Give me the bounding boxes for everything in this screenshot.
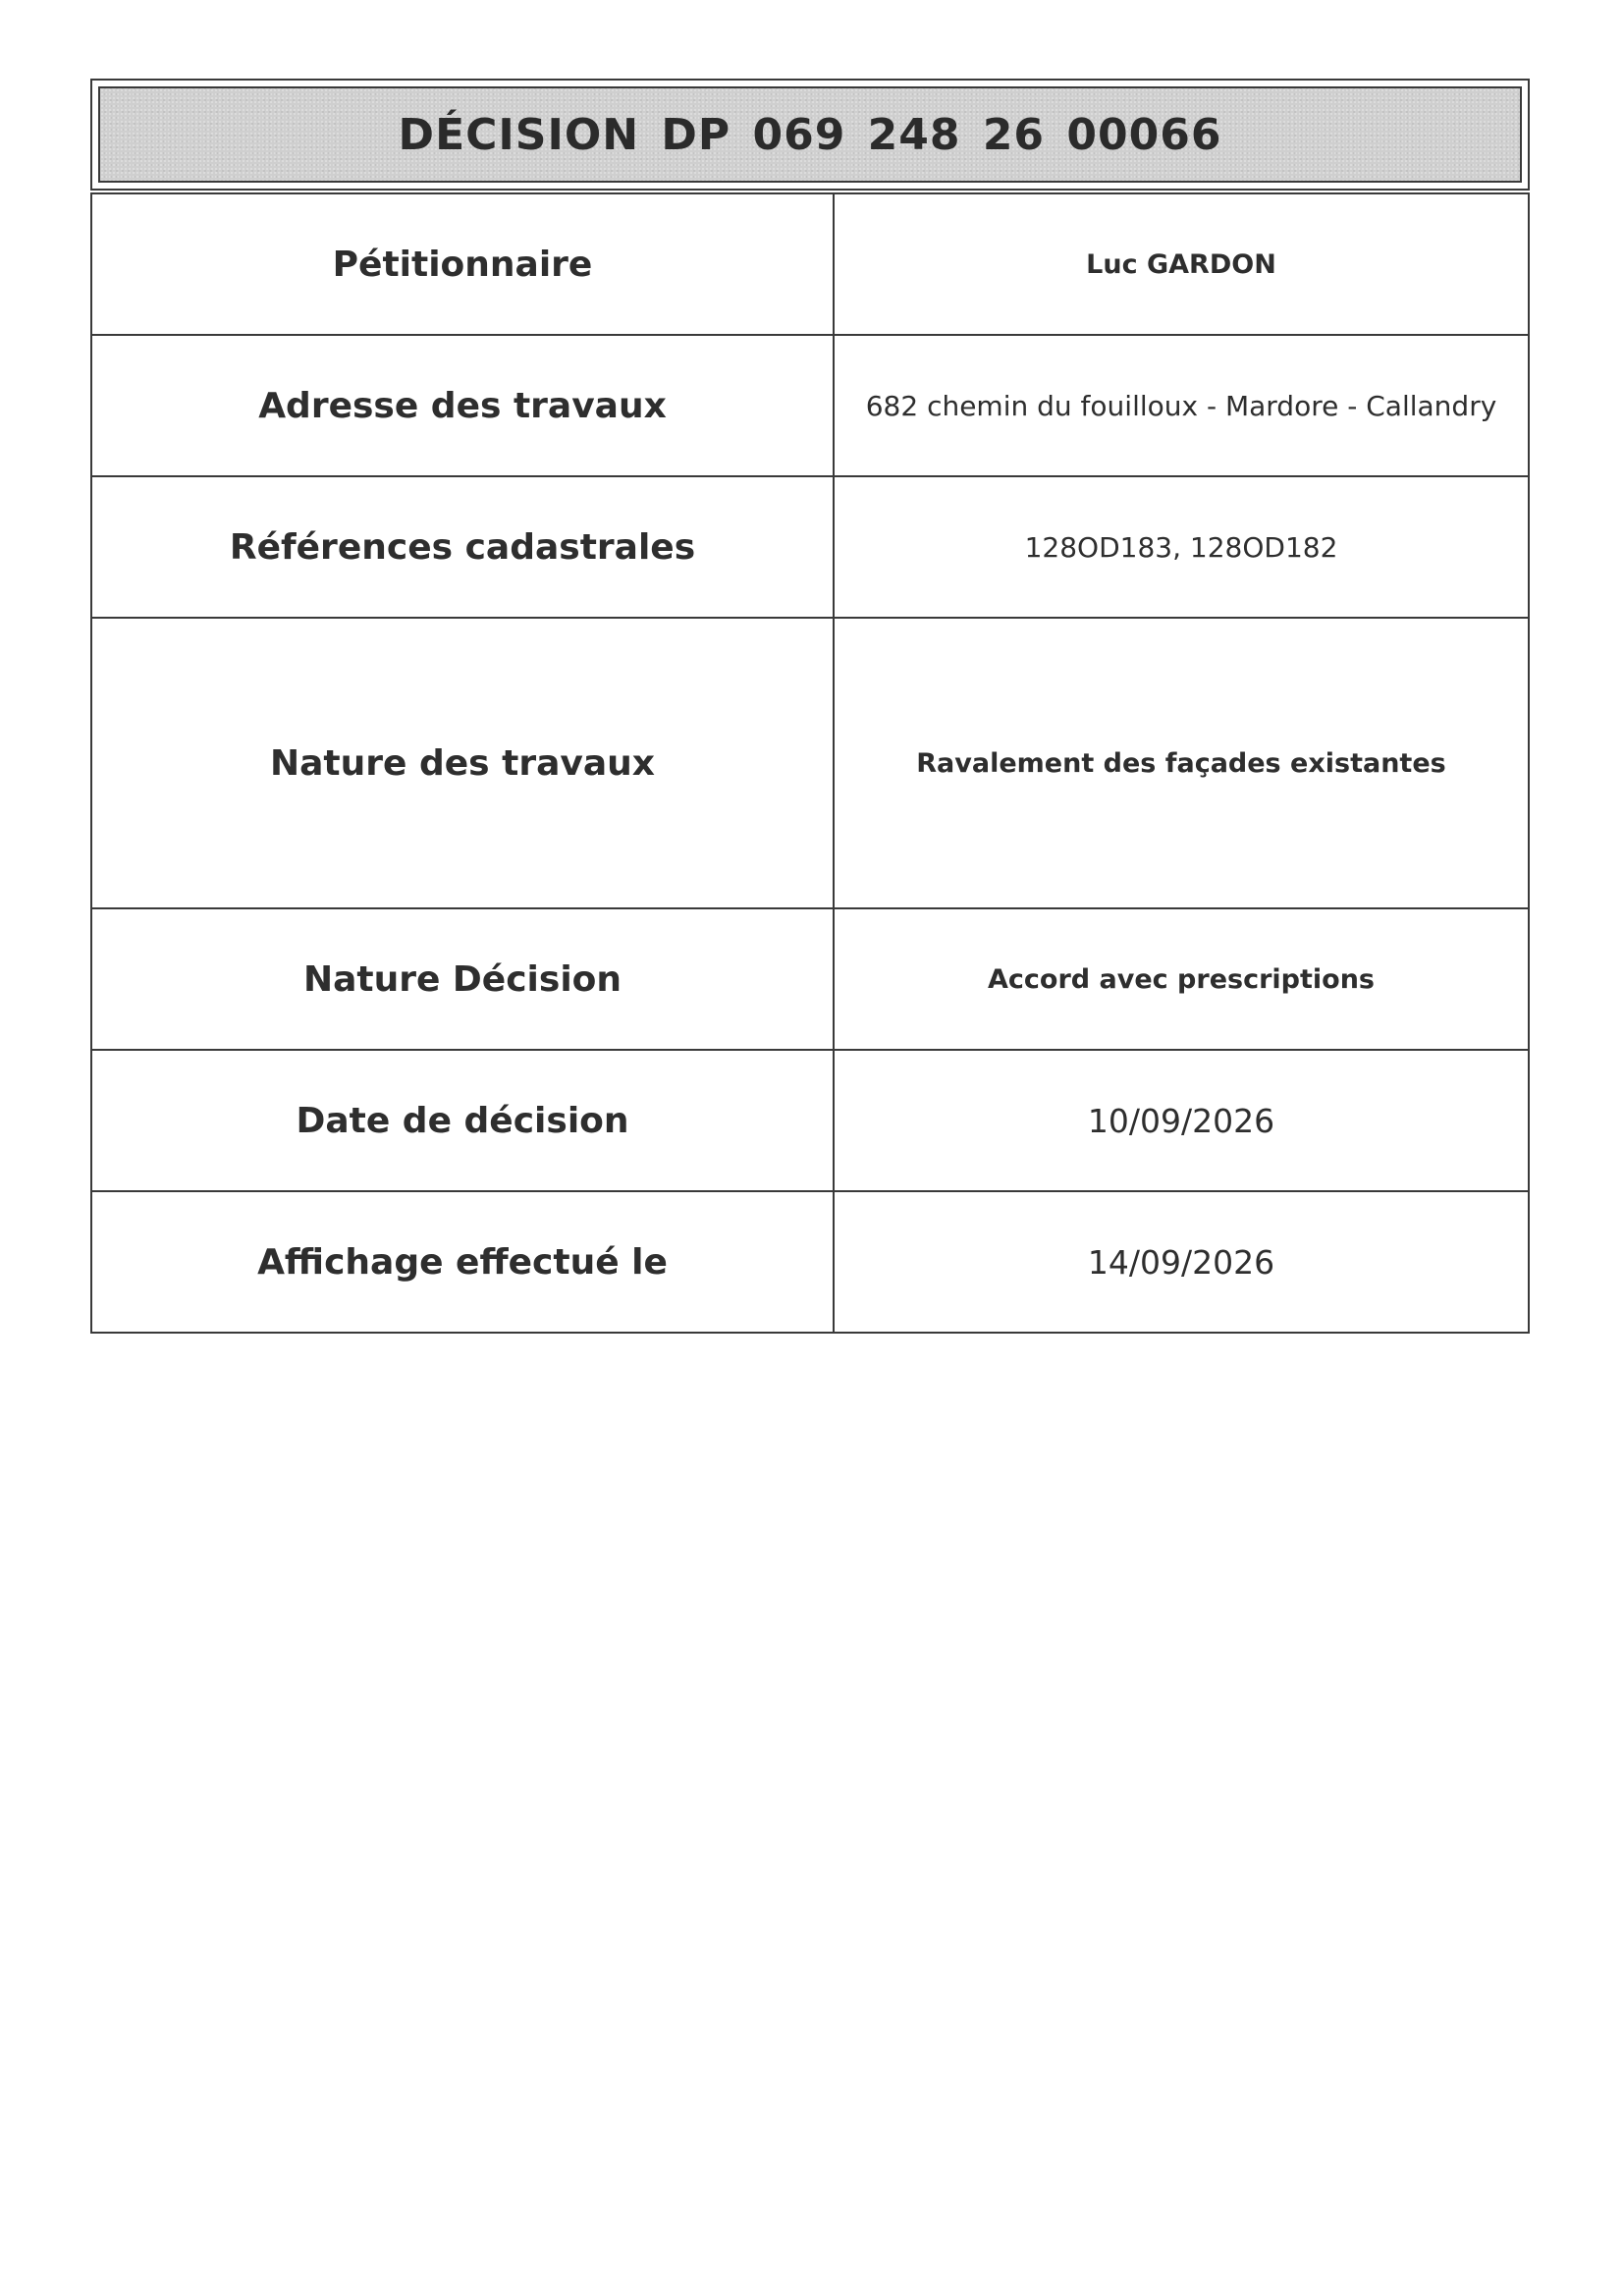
row-date-decision [91,1050,1529,1191]
decision-header-band [98,86,1522,183]
row-nature-travaux [91,618,1529,908]
value-petitionnaire: Luc GARDON [834,193,1529,335]
decision-title: DÉCISION DP 069 248 26 00066 [398,109,1222,160]
label-references-cadastrales: Références cadastrales [91,476,834,618]
label-date-decision: Date de décision [91,1050,834,1191]
value-adresse-travaux: 682 chemin du fouilloux - Mardore - Callandry [834,335,1529,476]
label-nature-travaux: Nature des travaux [91,618,834,908]
label-adresse-travaux: Adresse des travaux [91,335,834,476]
label-nature-decision: Nature Décision [91,908,834,1050]
value-affichage: 14/09/2026 [834,1191,1529,1333]
label-affichage: Affichage effectué le [91,1191,834,1333]
label-petitionnaire: Pétitionnaire [91,193,834,335]
row-affichage [91,1191,1529,1333]
decision-header [90,79,1530,191]
row-adresse-travaux [91,335,1529,476]
row-nature-decision [91,908,1529,1050]
row-petitionnaire [91,193,1529,335]
row-references-cadastrales [91,476,1529,618]
value-nature-decision: Accord avec prescriptions [834,908,1529,1050]
value-date-decision: 10/09/2026 [834,1050,1529,1191]
decision-details-table [90,192,1530,1334]
value-references-cadastrales: 128OD183, 128OD182 [834,476,1529,618]
value-nature-travaux: Ravalement des façades existantes [834,618,1529,908]
